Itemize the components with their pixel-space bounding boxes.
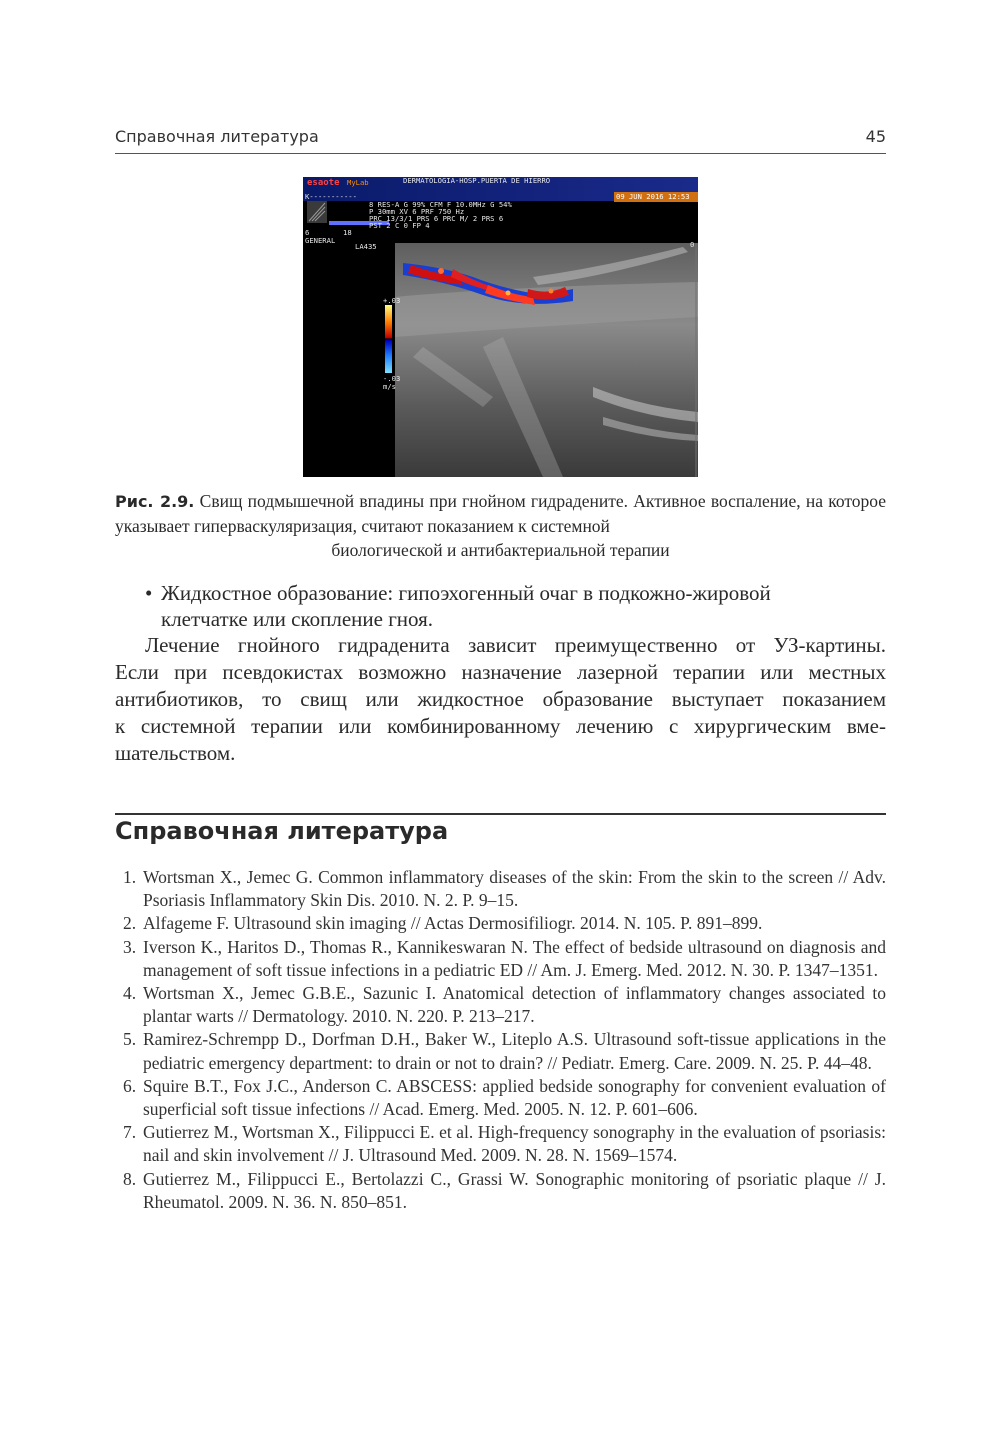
- reference-item: [115, 1075, 886, 1121]
- params-line3: PRC 13/3/1 PRS 6 PRC M/ 2 PRS 6: [369, 214, 504, 223]
- scale-left: 6: [305, 228, 310, 237]
- reference-number: 2.: [123, 913, 137, 934]
- params-line4: PST 2 C 0 FP 4: [369, 221, 430, 230]
- reference-item: [115, 1028, 886, 1074]
- velocity-unit: m/s: [383, 382, 396, 391]
- patient-field: K-----------: [305, 192, 357, 201]
- bullet-mark: •: [145, 581, 153, 605]
- reference-text: Alfageme F. Ultrasound skin imaging // Actas Dermosifiliogr. 2014. N. 105. P. 891–899.: [143, 913, 763, 934]
- figure-caption: [115, 489, 886, 562]
- paragraph-line: Если при псевдокистах возможно назначение лазерной терапии или местных: [115, 660, 886, 684]
- reference-item: [115, 982, 886, 1028]
- params-line1: 8 RES-A G 99% CFM F 10.0MHz G 54%: [369, 200, 512, 209]
- running-header: [115, 125, 886, 154]
- institution-label: DERMATOLOGIA-HOSP.PUERTA DE HIERRO: [403, 177, 551, 185]
- caption-label: Рис. 2.9.: [115, 492, 195, 511]
- reference-number: 4.: [123, 983, 137, 1004]
- reference-text: Squire B.T., Fox J.C., Anderson C. ABSCESS: applied bedside sonography for convenient evaluation of superficial soft tissue infections // Acad. Emerg. Med. 2005. N. 12. P. 601–606.: [143, 1075, 886, 1120]
- caption-last-line: биологической и антибактериальной терапии: [331, 540, 670, 560]
- date-label: 09 JUN 2016 12:53: [616, 192, 690, 201]
- section-title: Справочная литература: [115, 817, 449, 845]
- preset-label: GENERAL: [305, 236, 336, 245]
- running-header-title: Справочная литература: [115, 127, 319, 146]
- ultrasound-figure: [303, 177, 698, 477]
- paragraph-line: Лечение гнойного гидраденита зависит преимущественно от УЗ-картины.: [145, 633, 886, 657]
- bullet-item: [145, 580, 886, 632]
- reference-text: Gutierrez M., Filippucci E., Bertolazzi C., Grassi W. Sonographic monitoring of psoriatic plaque // J. Rheumatol. 2009. N. 36. N. 850–851.: [143, 1168, 886, 1212]
- ultrasound-image: [303, 177, 698, 477]
- scale-right: 18: [343, 228, 352, 237]
- paragraph-line: антибиотиков, то свищ или жидкостное образование выступает показанием: [115, 687, 886, 711]
- velocity-bottom: -.03: [383, 374, 401, 383]
- velocity-top: +.03: [383, 296, 401, 305]
- reference-number: 6.: [123, 1075, 137, 1096]
- reference-text: Ramirez-Schrempp D., Dorfman D.H., Baker W., Liteplo A.S. Ultrasound soft-tissue applications in the pediatric emergency department: to drain or not to drain? // Pediatr. Emerg. Care. 2009. N. 25. P. 44–48.: [143, 1029, 886, 1073]
- section-divider: [115, 813, 886, 815]
- reference-item: [115, 912, 886, 935]
- params-line2: P 30mm XV 6 PRF 750 Hz: [369, 207, 465, 216]
- reference-item: [115, 866, 886, 912]
- reference-number: 1.: [123, 867, 137, 887]
- reference-text: Wortsman X., Jemec G. Common inflammatory diseases of the skin: From the skin to the screen // Adv. Psoriasis Inflammatory Skin Dis. 2010. N. 2. P. 9–15.: [143, 867, 886, 911]
- probe-label: LA435: [355, 242, 377, 251]
- reference-text: Iverson K., Haritos D., Thomas R., Kannikeswaran N. The effect of bedside ultrasound on diagnosis and management of soft tissue infections in a pediatric ED // Am. J. Emerg. Med. 2012. N. 30. P. 1347–1351.: [143, 936, 886, 980]
- reference-item: [115, 1168, 886, 1214]
- model-label: MyLab: [347, 178, 369, 187]
- page-number: 45: [865, 127, 886, 146]
- reference-text: Gutierrez M., Wortsman X., Filippucci E. et al. High-frequency sonography in the evaluation of psoriasis: nail and skin involvement // J. Ultrasound Med. 2009. N. 28. N. 1569–1574.: [143, 1122, 886, 1166]
- paragraph-line: шательством.: [115, 741, 236, 765]
- reference-number: 3.: [123, 936, 137, 957]
- bullet-line-1: Жидкостное образование: гипоэхогенный очаг в подкожно-жировой: [161, 581, 771, 605]
- caption-text: Свищ подмышечной впадины при гнойном гидрадените. Активное воспаление, на которое указывает гиперваскуляризация, считают показанием к системной: [115, 491, 887, 536]
- paragraph-line: к системной терапии или комбинированному лечению с хирургическим вме-: [115, 714, 886, 738]
- reference-number: 7.: [123, 1122, 137, 1143]
- body-paragraph: [115, 632, 886, 767]
- reference-item: [115, 1121, 886, 1167]
- bullet-line-2: клетчатке или скопление гноя.: [161, 607, 434, 631]
- depth-marker: 0: [690, 240, 695, 249]
- reference-number: 8.: [123, 1168, 137, 1189]
- reference-number: 5.: [123, 1029, 137, 1050]
- brand-logo: esaote: [307, 178, 340, 188]
- reference-list: [115, 866, 886, 1214]
- reference-item: [115, 936, 886, 982]
- reference-text: Wortsman X., Jemec G.B.E., Sazunic I. Anatomical detection of inflammatory changes associated to plantar warts // Dermatology. 2010. N. 220. P. 213–217.: [143, 983, 886, 1027]
